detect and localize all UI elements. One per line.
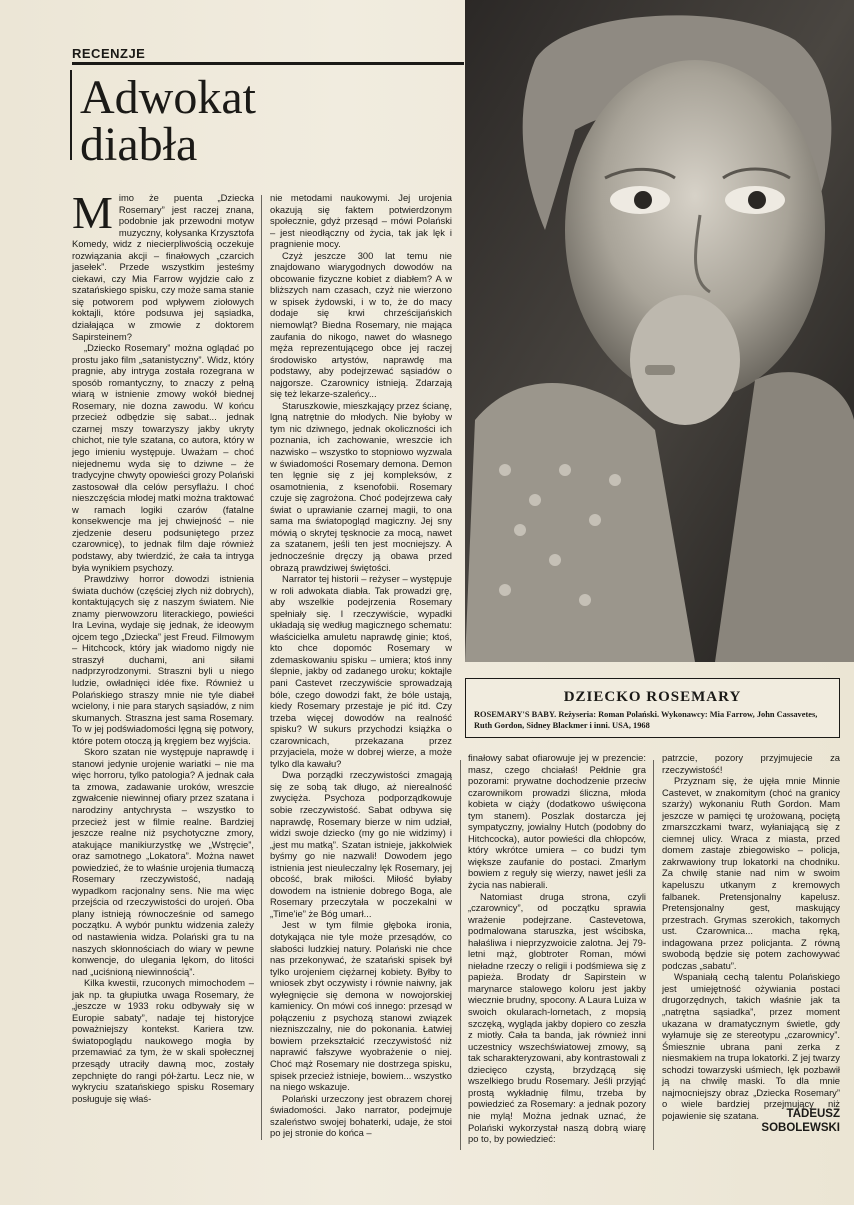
paragraph: Narrator tej historii – reżyser – występuje w roli adwokata diabła. Tak prowadzi grę, aby wszelkie podejrzenia Rosemary spełniały się. I rzeczywiście, wypadki układają się według magicznego schematu: właścicielka amuletu naprawdę ginie; ktoś, kto chce dopomóc Rosemary w zdemaskowaniu spisku – umiera; ktoś inny ślepnie, jakby od zadanego uroku; koktajle pani Castevet rzeczywiście sprowadzają bóle, czego dowodzi fakt, że bóle ustają, kiedy Rosemary przestaje je pić itd. Czy trzeba więcej dowodów na realność spisku? W sukurs przychodzi książka o czarownicach, przekazana przez przyjaciela, może w dobrej wierze, a może tylko dla kawału? (270, 573, 452, 769)
author-first-name: TADEUSZ (786, 1108, 840, 1120)
paragraph: Czyż jeszcze 300 lat temu nie znajdowano wiarygodnych dowodów na obcowanie fizyczne kobiet z diabłem? A w bliższych nam czasach, czyż nie wierzono w spisek żydowski, i w to, że do macy dodaje się krwi chrześcijańskich niemowląt? Biedna Rosemary, nie mająca zaufania do nikogo, nawet do własnego męża reprezentującego obce jej raczej środowisko artystów, naprawdę ma podstawy, aby podejrzewać sąsiadów o najgorsze. Czarownicy istnieją. Zdarzają się też lekarze-szaleńcy... (270, 249, 452, 400)
film-credits: ROSEMARY'S BABY. Reżyseria: Roman Polański. Wykonawcy: Mia Farrow, John Cassavetes, Ruth Gordon, Sidney Blackmer i inni. USA, 1968 (474, 710, 818, 730)
column-divider (653, 760, 654, 1150)
column-divider (261, 195, 262, 1140)
headline-rule (70, 70, 72, 160)
column-divider (460, 760, 461, 1150)
paragraph: Dwa porządki rzeczywistości zmagają się ze sobą tak długo, aż nierealność zwycięża. Psychoza podporządkowuje sobie rzeczywistość. Sabat odbywa się naprawdę, Rosemary bierze w nim udział, widzi swoje dziecko (my go nie widzimy) i „jest mu matką”. Szatan istnieje, jakkolwiek byśmy go nie nazwali! Dowodem jego istnienia jest nieuleczalny lęk Rosemary, jej obcość, brak miłości. Miłość byłaby dowodem na istnienie dobrego Boga, ale Rosemary przeczytała w poczekalni w „Time'ie” że Bóg umarł... (270, 769, 452, 919)
author-byline (680, 1107, 840, 1135)
article-column-3 (468, 752, 646, 1152)
drop-cap: M (72, 187, 113, 238)
paragraph: Natomiast druga strona, czyli „czarownicy”, od początku sprawia wrażenie podejrzane. Castevetowa, podmalowana staruszka, jest wścibska, hałaśliwa i nieprzyzwoicie zalotna. Jej 79-letni mąż, globtroter Roman, mówi nieładne rzeczy o religii i podśmiewa się z papieża. Brodaty dr Sapirstein w marynarce stalowego koloru jest jakby wiecznie brudny, spocony. A Laura Luiza w swoich okularach-lornetach, z mopsią szczęką, wygląda jakby dopiero co zeszła z miotły. Cała ta banda, jak również inni uczestnicy wszechświatowej zmowy, są tak scharakteryzowani, aby kontrastowali z dziecięco czystą, brzydzącą się wszelkiego brudu Rosemary. Jeśli przyjąć prostą wykładnię filmu, trzeba by powiedzieć za Rosemary: a jednak pozory nie mylą! Można jednak uznać, że Polański wykorzystał naszą dobrą wiarę po to, by powiedzieć: (468, 890, 646, 1145)
paragraph: Polański urzeczony jest obrazem chorej świadomości. Jako narrator, podejmuje szaleństwo swojej bohaterki, udaje, że stoi po jej stronie do końca – (270, 1092, 452, 1139)
paragraph: „Dziecko Rosemary” można oglądać po prostu jako film „satanistyczny”. Widz, który pragnie, aby intryga została rozegrana w sposób romantyczny, to znaczy z pełną wiarą w istnienie zmowy wokół biednej Rosemary, nie dozna zawodu. W końcu przecież odbędzie się sabat... jednak czarnej mszy towarzyszy jakby ukryty chichot, nie tyle szatana, co autora, który w jego imieniu występuje. Uważam – choć niejednemu wyda się to dziwne – że tradycyjne chwyty opowieści grozy Polański zastosował dla celów persyflażu. I choć nieszczęścia młodej matki można traktować w ramach logiki czarów (fatalne konsekwencje ma jej chwiejność – nie zjedzenie deseru podsuniętego przez czarownicę), to jednak film daje również podstawy, aby twierdzić, że cała ta intryga była wynikiem psychozy. (72, 342, 254, 573)
paragraph: Staruszkowie, mieszkający przez ścianę, lgną natrętnie do młodych. Nie byłoby w tym nic dziwnego, jednak okoliczności ich poznania, ich zachowanie, wreszcie ich nazwisko – wszystko to stopniowo wyzwala w świadomości Rosemary demona. Demon ten lęgnie się z jej kompleksów, z osamotnienia, z ksenofobii. Rosemary czuje się zagrożona. Choć podejrzewa cały świat o uprawianie czarnej magii, to ona sama ma światopogląd magiczny. Jej sny mówią o skrytej tęsknocie za mocą, nawet za szatanem, jeśli ten jest mocniejszy. A jednocześnie dręczy ją obawa przed obrazą prawdziwej świętości. (270, 399, 452, 573)
paragraph: patrzcie, pozory przyjmujecie za rzeczywistość! (662, 752, 840, 775)
film-still-photo (465, 0, 854, 662)
paragraph: Skoro szatan nie występuje naprawdę i stanowi jedynie urojenie wariatki – nie ma więc horroru, tylko patologia? A jednak cała ta zmowa, zadawanie uroków, wreszcie zgwałcenie niewinnej ofiary przez szatana i narodziny antychrysta – wszystko to przecież jest w filmie realne. Bardziej jeszcze realne niż psychotyczne zmory, atakujące manikiurzystkę we „Wstręcie”, oraz samotnego „Lokatora”. Można nawet powiedzieć, że to właśnie urojenia tłumaczą Rosemary rzeczywistość, nadają wypadkom racjonalny sens. Nie ma więc przejścia od rzeczywistości do urojeń. Oba plany istnieją równocześnie od samego początku. A wybór punktu widzenia zależy od nastawienia widza. Polański gra tu na naszych skłonnościach do wiary w pewne konwencje, do ulegania lękom, do litości nad „uciśnioną niewinnością”. (72, 746, 254, 977)
article-headline (80, 71, 380, 171)
section-label: RECENZJE (72, 46, 146, 61)
headline-line-1: Adwokat (80, 71, 256, 124)
film-title: DZIECKO ROSEMARY (563, 689, 742, 705)
paragraph: nie metodami naukowymi. Jej urojenia okazują się faktem potwierdzonym społecznie, gdyż przesąd – mówi Polański – jest nieodłączny od życia, tak jak lęk i pragnienie mocy. (270, 192, 452, 250)
paragraph: Jest w tym filmie głęboka ironia, dotykająca nie tyle może przesądów, co słabości ludzkiej natury. Polański nie chce nas przekonywać, że szatański spisek był tylko urojeniem ciężarnej kobiety. Byłby to wniosek zbyt oczywisty i równie naiwny, jak wyłegnięcie się demona w nowojorskiej kamienicy. On mówi coś innego: przesąd w połączeniu z psychozą stanowi związek niezniszczalny, nie do pokonania. Łatwiej bowiem przekształcić rzeczywistość niż naprawić fałszywe wyobrażenie o niej. Choć mąż Rosemary nie dostrzega spisku, spisek przecież istnieje, bowiem... wszystko na niego wskazuje. (270, 919, 452, 1093)
portrait-illustration (465, 0, 854, 662)
paragraph: Prawdziwy horror dowodzi istnienia świata duchów (częściej złych niż dobrych), kontaktujących się z naszym światem. Nie znamy pierwowzoru literackiego, powieści Ira Levina, wydaje się jednak, że ideowym ojcem tego „Dziecka” jest Freud. Filmowym – Hitchcock, który jak wiadomo nigdy nie straszył duchami, ani siłami nadprzyrodzonymi. Straszni byli u niego ludzie, owładnięci idée fixe. Również u Polańskiego straszy mnie nie tyle diabeł wcielony, i nie para starych sąsiadów, z nim skumanych. Straszna jest sama Rosemary. To w jej podświadomości lęgną się potwory, które potem otoczą ją kręgiem bez wyjścia. (72, 573, 254, 746)
author-last-name: SOBOLEWSKI (761, 1122, 840, 1134)
paragraph: Przyznam się, że ujęła mnie Minnie Castevet, w znakomitym (choć na granicy szarży) wykonaniu Ruth Gordon. Mam jeszcze w pamięci tę urożowaną, pociętą zmarszczkami twarz, wyłaniającą się z ciemnej ulicy. Wraca z miasta, przed domem zastaje zbiegowisko – policja, zakrwawiony trup lokatorki na chodniku. Za chwilę stanie nad nim w swoim kapeluszu utkanym z kremowych falbanek. Pretensjonalny kapelusz. Pretensjonalny gest, maskujący przestrach. Grymas szerokich, takomych ust. Czarownica... macha ręką, indagowana przez policjanta. Z równą swobodą będzie się potem zachowywać podczas „sabatu”. (662, 775, 840, 971)
paragraph: Kilka kwestii, rzuconych mimochodem – jak np. ta głupiutka uwaga Rosemary, że „jeszcze w 1933 roku odbywały się w Europie sabaty”, nadaje tej historyjce poważniejszy kontekst. Kariera tzw. światopoglądu naukowego mogła by przemawiać za tym, że w skali społecznej przesądy utraciły dawną moc, zostały zepchnięte do rangi pół-żartu. Lecz nie, w wykryciu szatańskiego spisku Rosemary posługuje się właś- (72, 977, 254, 1104)
paragraph: imo że puenta „Dziecka Rosemary” jest raczej znana, podobnie jak przewodni motyw muzyczny, kołysanka Krzysztofa Komedy, widz z niecierpliwością oczekuje rozwiązania akcji – finałowych „czarcich jasełek”. Przede wszystkim jesteśmy ciekawi, czy Mia Farrow wyjdzie cało z szatańskiego spisku, czy może sama stanie się potworem pod wpływem ziołowych koktajli, które podsuwa jej sąsiadka, działająca w zmowie z doktorem Sapirsteinem? (72, 192, 254, 342)
article-column-1 (72, 187, 254, 1167)
paragraph: finałowy sabat ofiarowuje jej w prezencie: masz, czego chciałaś! Pełdnie gra pozorami: prywatne dochodzenie przeciw czarownikom prowadzi śliczna, młoda kobieta w ciąży (dodatkowo uświęcona tym stanem). Poszlak dostarcza jej sympatyczny, jowialny Hutch (podobny do Hitchcocka), autor powieści dla chłopców, który wkrótce umiera – co budzi tym większe zaufanie do postaci. Zmarłym bowiem z reguły się wierzy, nawet jeśli za życia nas nabierali. (468, 752, 646, 891)
film-caption-box (465, 678, 840, 738)
article-column-2 (270, 192, 452, 1167)
section-rule (72, 62, 464, 65)
headline-line-2: diabła (80, 118, 198, 171)
paragraph: Wspaniałą cechą talentu Polańskiego jest umiejętność ożywiania postaci drugorzędnych, takich właśnie jak ta „natrętna sąsiadka”, przez moment ukazana w dramatycznym świetle, gdy wyłamuje się ze stereotypu „czarownicy”. Śmiesznie ubrana pani zerka z niesmakiem na trupa lokatorki. Z jej twarzy schodzi towarzyski uśmiech, lęk pozbawił ją na chwilę maski. To dla mnie najmocniejszy obraz „Dziecka Rosemary” o wiele bardziej przejmujący niż pojawienie się szatana. (662, 971, 840, 1121)
